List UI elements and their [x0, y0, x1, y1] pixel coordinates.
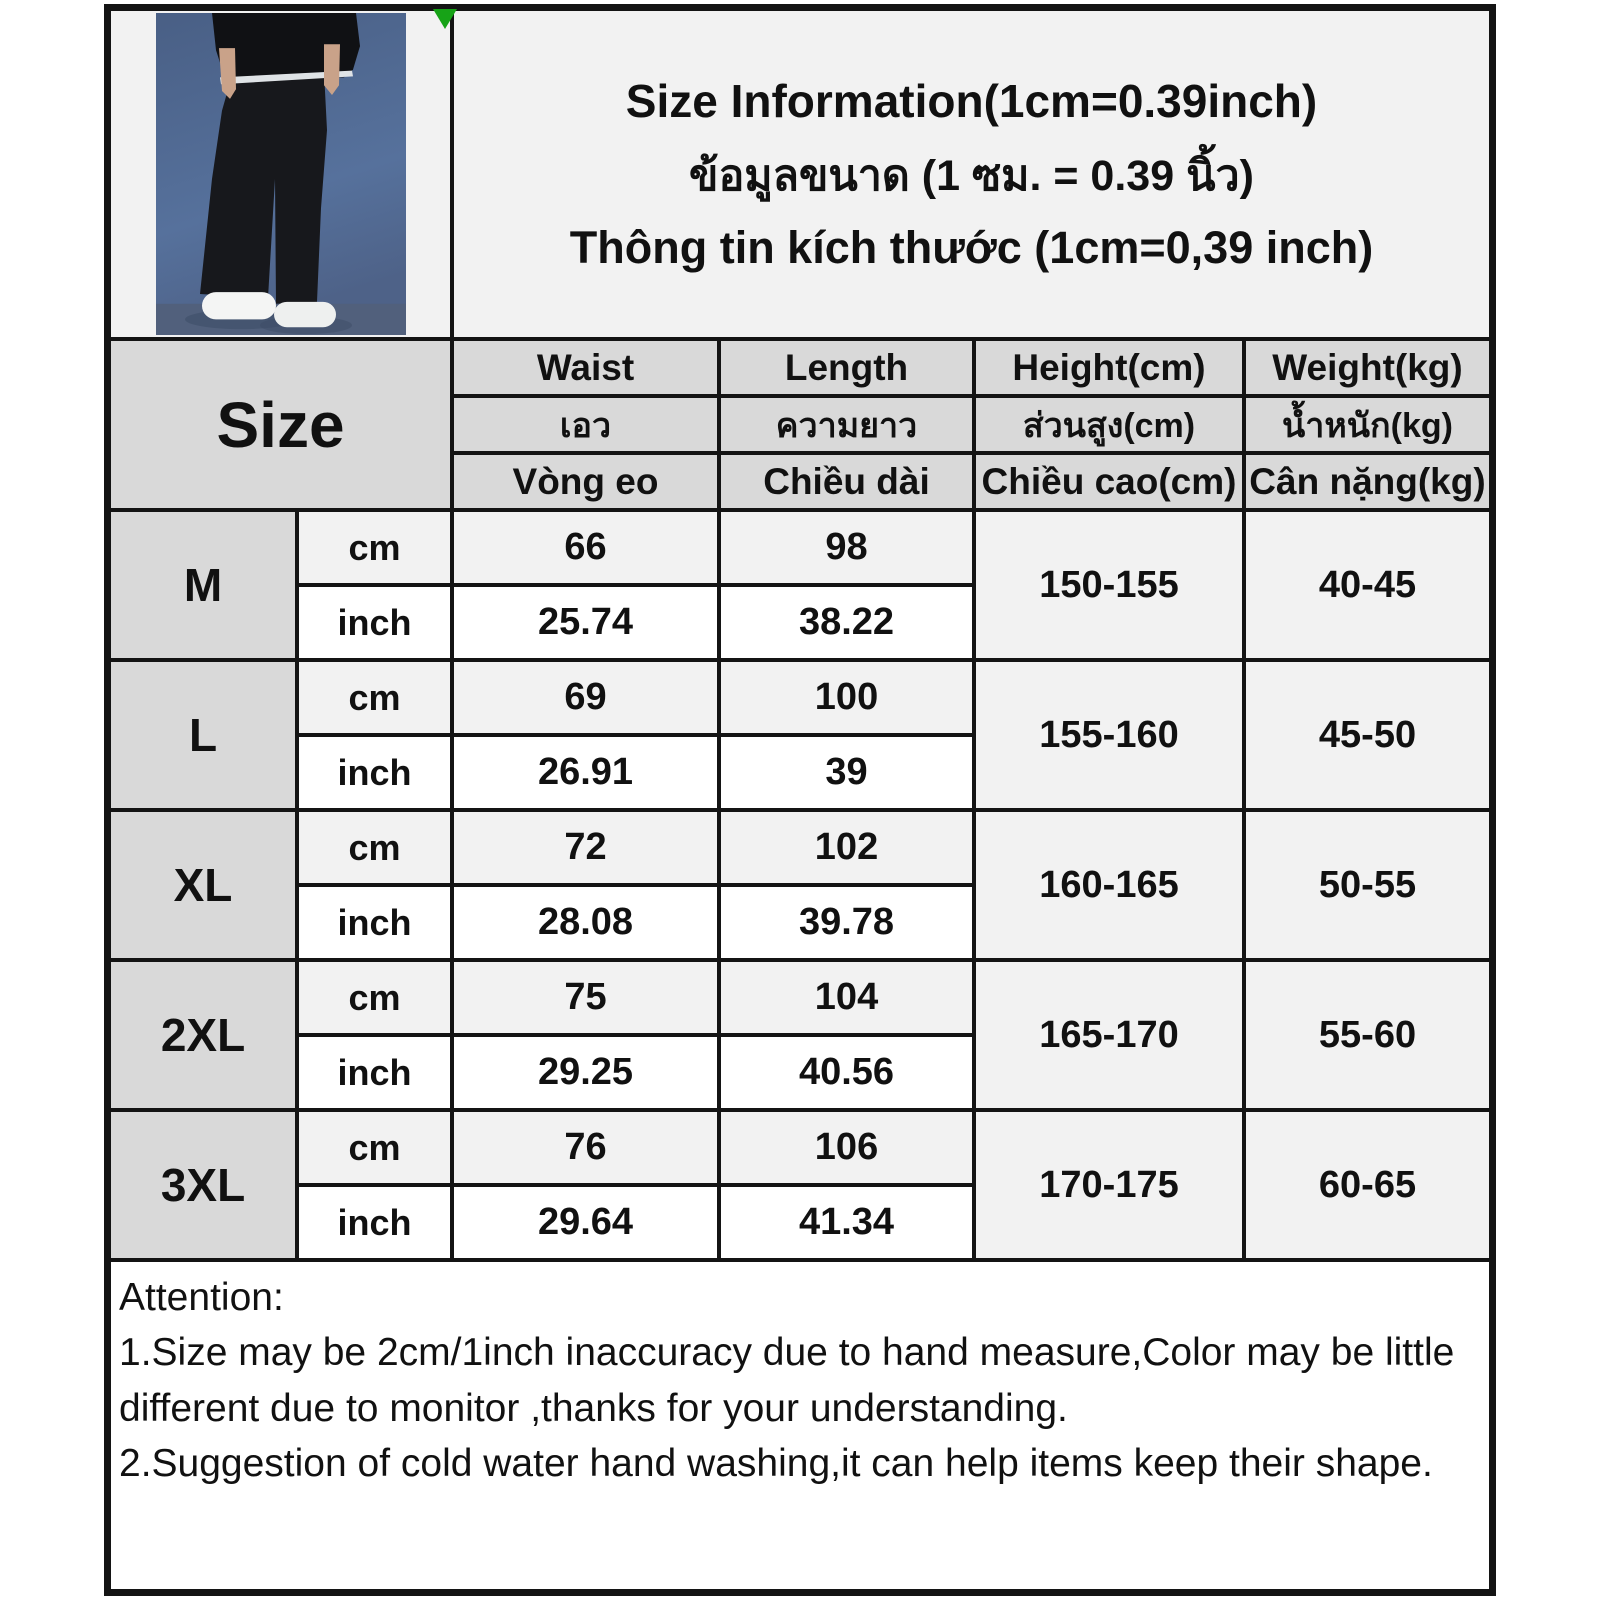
- size-header: Size: [109, 339, 452, 510]
- xl-length-cm: 102: [719, 810, 974, 885]
- l-waist-inch: 26.91: [452, 735, 719, 810]
- 2xl-cm-unit-label: cm: [297, 960, 452, 1035]
- col-header-weight-th: น้ำหนัก(kg): [1244, 396, 1491, 453]
- right-shoe: [274, 302, 336, 327]
- 3xl-waist-inch: 29.64: [452, 1185, 719, 1260]
- attention-section: [109, 1260, 1491, 1591]
- col-header-waist-en: Waist: [452, 339, 719, 396]
- xl-waist-cm: 72: [452, 810, 719, 885]
- m-length-cm: 98: [719, 510, 974, 585]
- xl-size-label: XL: [109, 810, 297, 960]
- xl-waist-inch: 28.08: [452, 885, 719, 960]
- col-header-waist-th: เอว: [452, 396, 719, 453]
- l-weight-range: 45-50: [1244, 660, 1491, 810]
- 2xl-weight-range: 55-60: [1244, 960, 1491, 1110]
- m-length-inch: 38.22: [719, 585, 974, 660]
- title-english: Size Information(1cm=0.39inch): [625, 75, 1318, 127]
- product-photo-cell: [109, 9, 452, 339]
- 3xl-cm-unit-label: cm: [297, 1110, 452, 1185]
- col-header-height-vi: Chiều cao(cm): [974, 453, 1244, 510]
- attention-heading: Attention:: [119, 1276, 284, 1319]
- attention-note-1: 1.Size may be 2cm/1inch inaccuracy due to hand measure,Color may be little different due to monitor ,thanks for your understanding.: [119, 1331, 1455, 1430]
- 2xl-length-cm: 104: [719, 960, 974, 1035]
- m-weight-range: 40-45: [1244, 510, 1491, 660]
- 2xl-length-inch: 40.56: [719, 1035, 974, 1110]
- m-height-range: 150-155: [974, 510, 1244, 660]
- l-waist-cm: 69: [452, 660, 719, 735]
- l-length-cm: 100: [719, 660, 974, 735]
- size-chart-sheet: [104, 4, 1496, 1596]
- 2xl-height-range: 165-170: [974, 960, 1244, 1110]
- 3xl-weight-range: 60-65: [1244, 1110, 1491, 1260]
- title-block: [452, 9, 1491, 339]
- col-header-length-en: Length: [719, 339, 974, 396]
- l-inch-unit-label: inch: [297, 735, 452, 810]
- xl-cm-unit-label: cm: [297, 810, 452, 885]
- 2xl-inch-unit-label: inch: [297, 1035, 452, 1110]
- 3xl-size-label: 3XL: [109, 1110, 297, 1260]
- attention-note-2: 2.Suggestion of cold water hand washing,it can help items keep their shape.: [119, 1442, 1433, 1486]
- 3xl-length-cm: 106: [719, 1110, 974, 1185]
- title-thai: ข้อมูลขนาด (1 ซม. = 0.39 นิ้ว): [689, 152, 1254, 200]
- 2xl-waist-cm: 75: [452, 960, 719, 1035]
- m-waist-inch: 25.74: [452, 585, 719, 660]
- col-header-length-vi: Chiều dài: [719, 453, 974, 510]
- col-header-length-th: ความยาว: [719, 396, 974, 453]
- l-cm-unit-label: cm: [297, 660, 452, 735]
- 3xl-length-inch: 41.34: [719, 1185, 974, 1260]
- left-shoe: [202, 292, 276, 319]
- l-size-label: L: [109, 660, 297, 810]
- xl-height-range: 160-165: [974, 810, 1244, 960]
- l-height-range: 155-160: [974, 660, 1244, 810]
- l-length-inch: 39: [719, 735, 974, 810]
- xl-length-inch: 39.78: [719, 885, 974, 960]
- m-inch-unit-label: inch: [297, 585, 452, 660]
- 3xl-inch-unit-label: inch: [297, 1185, 452, 1260]
- product-photo: [156, 13, 406, 335]
- col-header-height-th: ส่วนสูง(cm): [974, 396, 1244, 453]
- green-corner-marker: [433, 9, 457, 29]
- 3xl-height-range: 170-175: [974, 1110, 1244, 1260]
- xl-weight-range: 50-55: [1244, 810, 1491, 960]
- col-header-weight-vi: Cân nặng(kg): [1244, 453, 1491, 510]
- 2xl-size-label: 2XL: [109, 960, 297, 1110]
- col-header-weight-en: Weight(kg): [1244, 339, 1491, 396]
- title-vietnamese: Thông tin kích thước (1cm=0,39 inch): [569, 222, 1374, 273]
- col-header-waist-vi: Vòng eo: [452, 453, 719, 510]
- 3xl-waist-cm: 76: [452, 1110, 719, 1185]
- m-waist-cm: 66: [452, 510, 719, 585]
- m-cm-unit-label: cm: [297, 510, 452, 585]
- 2xl-waist-inch: 29.25: [452, 1035, 719, 1110]
- col-header-height-en: Height(cm): [974, 339, 1244, 396]
- xl-inch-unit-label: inch: [297, 885, 452, 960]
- m-size-label: M: [109, 510, 297, 660]
